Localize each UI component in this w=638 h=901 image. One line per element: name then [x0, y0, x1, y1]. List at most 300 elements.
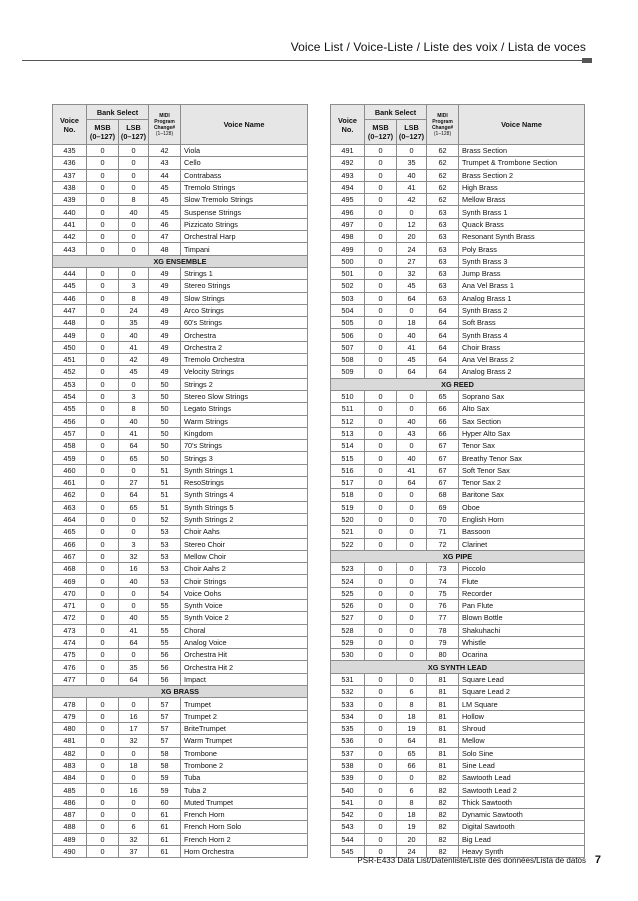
voice-number: 481 [53, 735, 87, 747]
msb-value: 0 [87, 415, 119, 427]
lsb-value: 43 [397, 427, 427, 439]
lsb-value: 0 [119, 698, 149, 710]
voice-number: 492 [331, 157, 365, 169]
voice-row [53, 759, 308, 771]
voice-name: Trombone [181, 747, 308, 759]
msb-value: 0 [87, 735, 119, 747]
lsb-value: 0 [119, 464, 149, 476]
voice-name: Stereo Strings [181, 280, 308, 292]
program-change-value: 82 [427, 845, 459, 857]
msb-value: 0 [87, 354, 119, 366]
voice-name: Synth Strings 4 [181, 489, 308, 501]
lsb-value: 6 [119, 821, 149, 833]
voice-name: Tremolo Orchestra [181, 354, 308, 366]
voice-name: Orchestra Hit 2 [181, 661, 308, 673]
voice-row [53, 673, 308, 685]
voice-row [53, 649, 308, 661]
voice-number: 470 [53, 587, 87, 599]
voice-name: Jump Brass [459, 267, 585, 279]
program-change-value: 76 [427, 599, 459, 611]
voice-row [53, 304, 308, 316]
voice-number: 535 [331, 722, 365, 734]
voice-number: 474 [53, 636, 87, 648]
voice-name: Pan Flute [459, 599, 585, 611]
voice-name: Tremolo Strings [181, 181, 308, 193]
msb-value: 0 [87, 722, 119, 734]
voice-name: Clarinet [459, 538, 585, 550]
voice-number: 476 [53, 661, 87, 673]
footer-text: PSR-E433 Data List/Datenliste/Liste des données/Lista de datos [357, 856, 586, 865]
voice-name: Trombone 2 [181, 759, 308, 771]
program-change-value: 46 [149, 218, 181, 230]
voice-name: Timpani [181, 243, 308, 255]
msb-value: 0 [365, 341, 397, 353]
voice-number: 458 [53, 440, 87, 452]
voice-number: 478 [53, 698, 87, 710]
lsb-value: 64 [119, 636, 149, 648]
voice-name: Brass Section 2 [459, 169, 585, 181]
voice-number: 445 [53, 280, 87, 292]
voice-number: 514 [331, 440, 365, 452]
voice-row [331, 280, 585, 292]
msb-value: 0 [365, 169, 397, 181]
voice-row [53, 501, 308, 513]
lsb-value: 66 [397, 759, 427, 771]
voice-name: Choir Aahs 2 [181, 563, 308, 575]
voice-number: 457 [53, 427, 87, 439]
section-header-row [331, 378, 585, 390]
voice-row [53, 710, 308, 722]
lsb-value: 45 [119, 366, 149, 378]
voice-number: 526 [331, 599, 365, 611]
lsb-value: 24 [397, 845, 427, 857]
voice-number: 496 [331, 206, 365, 218]
program-change-value: 53 [149, 563, 181, 575]
voice-row [53, 341, 308, 353]
lsb-value: 65 [119, 501, 149, 513]
lsb-value: 16 [119, 563, 149, 575]
voice-number: 439 [53, 194, 87, 206]
program-change-value: 81 [427, 710, 459, 722]
voice-name: Resonant Synth Brass [459, 231, 585, 243]
voice-name: Hollow [459, 710, 585, 722]
lsb-value: 41 [119, 341, 149, 353]
msb-value: 0 [365, 526, 397, 538]
msb-value: 0 [365, 612, 397, 624]
voice-row [331, 501, 585, 513]
msb-value: 0 [87, 477, 119, 489]
program-change-value: 45 [149, 194, 181, 206]
lsb-value: 32 [397, 267, 427, 279]
msb-header: MSB (0–127) [87, 120, 119, 145]
voice-number: 451 [53, 354, 87, 366]
voice-number: 488 [53, 821, 87, 833]
voice-name: Breathy Tenor Sax [459, 452, 585, 464]
program-change-value: 61 [149, 845, 181, 857]
voice-row [53, 231, 308, 243]
msb-value: 0 [365, 304, 397, 316]
voice-name-header: Voice Name [459, 105, 585, 145]
voice-name: Orchestral Harp [181, 231, 308, 243]
program-change-value: 58 [149, 747, 181, 759]
msb-value: 0 [365, 280, 397, 292]
voice-name: Strings 2 [181, 378, 308, 390]
program-change-value: 72 [427, 538, 459, 550]
voice-name: Synth Voice 2 [181, 612, 308, 624]
voice-row [331, 612, 585, 624]
lsb-value: 40 [397, 452, 427, 464]
msb-value: 0 [365, 243, 397, 255]
voice-table-right [330, 104, 585, 858]
voice-name: Blown Bottle [459, 612, 585, 624]
lsb-value: 37 [119, 845, 149, 857]
voice-row [331, 735, 585, 747]
msb-value: 0 [365, 710, 397, 722]
voice-row [331, 427, 585, 439]
voice-name: French Horn [181, 809, 308, 821]
program-change-value: 42 [149, 145, 181, 157]
msb-value: 0 [365, 624, 397, 636]
voice-name: Contrabass [181, 169, 308, 181]
section-header-row [53, 686, 308, 698]
lsb-value: 8 [119, 194, 149, 206]
voice-name: Quack Brass [459, 218, 585, 230]
voice-row [53, 415, 308, 427]
voice-number: 486 [53, 796, 87, 808]
voice-row [331, 341, 585, 353]
voice-row [53, 599, 308, 611]
msb-value: 0 [87, 243, 119, 255]
voice-number: 503 [331, 292, 365, 304]
voice-name: Oboe [459, 501, 585, 513]
voice-name: Viola [181, 145, 308, 157]
lsb-value: 6 [397, 686, 427, 698]
voice-row [53, 722, 308, 734]
program-change-value: 65 [427, 390, 459, 402]
program-change-value: 63 [427, 243, 459, 255]
voice-row [331, 452, 585, 464]
voice-row [331, 513, 585, 525]
msb-value: 0 [87, 427, 119, 439]
program-change-value: 49 [149, 304, 181, 316]
msb-value: 0 [365, 563, 397, 575]
voice-number: 446 [53, 292, 87, 304]
voice-number: 501 [331, 267, 365, 279]
voice-number: 487 [53, 809, 87, 821]
lsb-value: 0 [397, 489, 427, 501]
msb-value: 0 [87, 661, 119, 673]
lsb-value: 0 [119, 243, 149, 255]
voice-number: 450 [53, 341, 87, 353]
voice-number: 466 [53, 538, 87, 550]
voice-row [53, 477, 308, 489]
program-change-value: 79 [427, 636, 459, 648]
voice-row [53, 489, 308, 501]
lsb-value: 65 [397, 747, 427, 759]
voice-row [331, 181, 585, 193]
lsb-value: 20 [397, 231, 427, 243]
msb-value: 0 [87, 636, 119, 648]
voice-name: Dynamic Sawtooth [459, 809, 585, 821]
msb-value: 0 [365, 698, 397, 710]
program-change-value: 62 [427, 157, 459, 169]
program-change-value: 53 [149, 575, 181, 587]
msb-value: 0 [87, 181, 119, 193]
section-header-row [53, 255, 308, 267]
voice-number: 519 [331, 501, 365, 513]
program-change-value: 63 [427, 206, 459, 218]
voice-number: 545 [331, 845, 365, 857]
lsb-value: 0 [397, 772, 427, 784]
voice-name: 60's Strings [181, 317, 308, 329]
bank-select-header: Bank Select [87, 105, 149, 120]
voice-row [331, 587, 585, 599]
lsb-value: 16 [119, 784, 149, 796]
voice-row [53, 796, 308, 808]
msb-value: 0 [87, 624, 119, 636]
program-change-value: 53 [149, 538, 181, 550]
voice-row [331, 772, 585, 784]
voice-number: 447 [53, 304, 87, 316]
voice-name: French Horn Solo [181, 821, 308, 833]
voice-number: 483 [53, 759, 87, 771]
program-change-value: 58 [149, 759, 181, 771]
voice-number: 504 [331, 304, 365, 316]
msb-value: 0 [87, 513, 119, 525]
msb-value: 0 [87, 821, 119, 833]
program-change-value: 70 [427, 513, 459, 525]
voice-row [53, 267, 308, 279]
lsb-value: 0 [397, 526, 427, 538]
voice-name: Synth Strings 1 [181, 464, 308, 476]
voice-number: 442 [53, 231, 87, 243]
program-change-value: 59 [149, 784, 181, 796]
voice-name: BriteTrumpet [181, 722, 308, 734]
msb-value: 0 [365, 513, 397, 525]
lsb-value: 0 [397, 513, 427, 525]
program-change-value: 75 [427, 587, 459, 599]
voice-name: Alto Sax [459, 403, 585, 415]
program-change-value: 63 [427, 218, 459, 230]
voice-name: Flute [459, 575, 585, 587]
msb-value: 0 [87, 194, 119, 206]
program-change-value: 50 [149, 390, 181, 402]
voice-number: 465 [53, 526, 87, 538]
voice-row [331, 710, 585, 722]
msb-value: 0 [87, 809, 119, 821]
program-change-value: 55 [149, 636, 181, 648]
voice-row [331, 415, 585, 427]
lsb-value: 0 [119, 378, 149, 390]
voice-number: 463 [53, 501, 87, 513]
voice-row [331, 440, 585, 452]
msb-value: 0 [87, 747, 119, 759]
program-change-value: 67 [427, 464, 459, 476]
voice-name: Sine Lead [459, 759, 585, 771]
voice-number: 528 [331, 624, 365, 636]
program-change-value: 82 [427, 772, 459, 784]
voice-number: 517 [331, 477, 365, 489]
voice-number: 472 [53, 612, 87, 624]
msb-value: 0 [87, 378, 119, 390]
page-header-title: Voice List / Voice-Liste / Liste des voix / Lista de voces [290, 40, 586, 54]
msb-value: 0 [87, 218, 119, 230]
msb-value: 0 [87, 280, 119, 292]
lsb-value: 24 [397, 243, 427, 255]
lsb-value: 3 [119, 390, 149, 402]
msb-value: 0 [87, 452, 119, 464]
program-change-value: 51 [149, 501, 181, 513]
program-change-value: 55 [149, 624, 181, 636]
msb-value: 0 [365, 501, 397, 513]
voice-name: Tenor Sax [459, 440, 585, 452]
program-change-value: 82 [427, 784, 459, 796]
voice-row [331, 796, 585, 808]
lsb-value: 0 [119, 157, 149, 169]
program-change-value: 78 [427, 624, 459, 636]
voice-row [53, 698, 308, 710]
voice-number: 449 [53, 329, 87, 341]
program-change-value: 62 [427, 169, 459, 181]
msb-value: 0 [87, 464, 119, 476]
program-change-value: 49 [149, 267, 181, 279]
voice-row [331, 563, 585, 575]
voice-row [53, 280, 308, 292]
voice-name: Mellow [459, 735, 585, 747]
voice-name: Trumpet 2 [181, 710, 308, 722]
voice-name: Square Lead 2 [459, 686, 585, 698]
voice-name: Shakuhachi [459, 624, 585, 636]
voice-number: 525 [331, 587, 365, 599]
voice-name: Synth Brass 3 [459, 255, 585, 267]
voice-name: Tuba [181, 772, 308, 784]
msb-value: 0 [87, 796, 119, 808]
voice-name: Bassoon [459, 526, 585, 538]
program-change-value: 62 [427, 181, 459, 193]
voice-row [331, 145, 585, 157]
voice-name: Poly Brass [459, 243, 585, 255]
voice-number: 529 [331, 636, 365, 648]
voice-number: 444 [53, 267, 87, 279]
msb-value: 0 [365, 809, 397, 821]
voice-number: 452 [53, 366, 87, 378]
voice-name: High Brass [459, 181, 585, 193]
program-change-value: 50 [149, 440, 181, 452]
voice-name: Analog Voice [181, 636, 308, 648]
program-change-value: 56 [149, 661, 181, 673]
lsb-value: 41 [397, 181, 427, 193]
msb-value: 0 [365, 354, 397, 366]
program-change-value: 49 [149, 341, 181, 353]
voice-row [331, 464, 585, 476]
voice-number: 508 [331, 354, 365, 366]
voice-name: Legato Strings [181, 403, 308, 415]
voice-name: Sawtooth Lead [459, 772, 585, 784]
lsb-value: 19 [397, 722, 427, 734]
voice-row [53, 157, 308, 169]
lsb-value: 8 [119, 403, 149, 415]
voice-number: 531 [331, 673, 365, 685]
msb-value: 0 [87, 772, 119, 784]
lsb-value: 45 [397, 280, 427, 292]
voice-row [331, 649, 585, 661]
program-change-value: 56 [149, 673, 181, 685]
program-change-value: 50 [149, 403, 181, 415]
voice-row [53, 366, 308, 378]
voice-number: 484 [53, 772, 87, 784]
lsb-value: 0 [119, 772, 149, 784]
voice-row [53, 661, 308, 673]
lsb-value: 41 [397, 464, 427, 476]
program-change-value: 81 [427, 686, 459, 698]
voice-number: 461 [53, 477, 87, 489]
lsb-value: 18 [397, 809, 427, 821]
lsb-value: 18 [397, 710, 427, 722]
msb-value: 0 [365, 538, 397, 550]
lsb-value: 27 [119, 477, 149, 489]
voice-name: Mellow Choir [181, 550, 308, 562]
msb-value: 0 [87, 169, 119, 181]
voice-name: Arco Strings [181, 304, 308, 316]
voice-name: Voice Oohs [181, 587, 308, 599]
voice-number: 479 [53, 710, 87, 722]
msb-value: 0 [365, 722, 397, 734]
msb-value: 0 [365, 464, 397, 476]
program-change-value: 64 [427, 354, 459, 366]
voice-name: LM Square [459, 698, 585, 710]
voice-number: 454 [53, 390, 87, 402]
voice-row [53, 218, 308, 230]
voice-number: 456 [53, 415, 87, 427]
voice-name: Heavy Synth [459, 845, 585, 857]
voice-number: 436 [53, 157, 87, 169]
voice-row [331, 354, 585, 366]
program-change-value: 45 [149, 206, 181, 218]
msb-value: 0 [87, 317, 119, 329]
lsb-value: 0 [397, 587, 427, 599]
lsb-value: 40 [397, 169, 427, 181]
lsb-value: 0 [119, 267, 149, 279]
lsb-value: 0 [119, 513, 149, 525]
msb-value: 0 [365, 255, 397, 267]
lsb-value: 18 [119, 759, 149, 771]
msb-value: 0 [365, 489, 397, 501]
lsb-value: 64 [119, 673, 149, 685]
lsb-value: 0 [397, 501, 427, 513]
voice-number: 455 [53, 403, 87, 415]
voice-name: Impact [181, 673, 308, 685]
voice-name: Piccolo [459, 563, 585, 575]
lsb-value: 0 [119, 181, 149, 193]
voice-name: Soft Tenor Sax [459, 464, 585, 476]
voice-number: 520 [331, 513, 365, 525]
program-change-value: 54 [149, 587, 181, 599]
voice-row [53, 735, 308, 747]
voice-row [53, 526, 308, 538]
lsb-value: 45 [397, 354, 427, 366]
program-change-value: 64 [427, 317, 459, 329]
msb-value: 0 [87, 390, 119, 402]
voice-row [53, 440, 308, 452]
voice-number: 538 [331, 759, 365, 771]
program-change-value: 50 [149, 415, 181, 427]
voice-number: 521 [331, 526, 365, 538]
lsb-value: 0 [119, 526, 149, 538]
msb-value: 0 [87, 157, 119, 169]
lsb-value: 64 [397, 366, 427, 378]
section-title: XG BRASS [53, 686, 308, 698]
voice-number: 459 [53, 452, 87, 464]
